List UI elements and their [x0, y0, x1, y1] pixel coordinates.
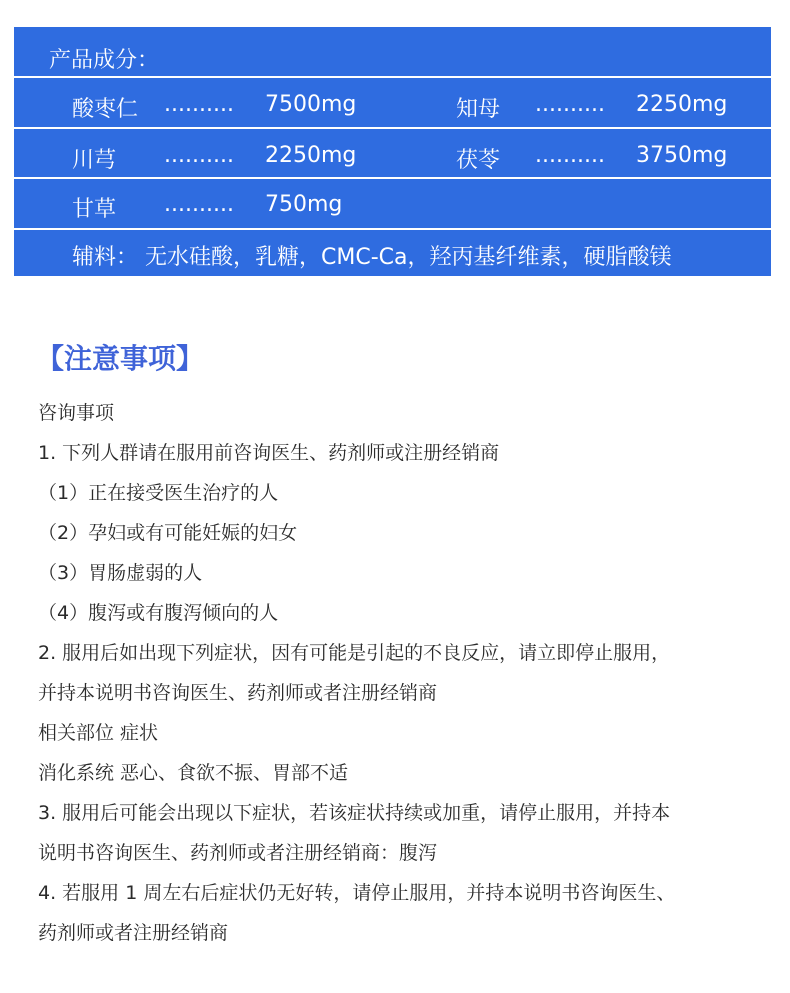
excipients-text: 辅料： 无水硅酸，乳糖，CMC-Ca，羟丙基纤维素，硬脂酸镁	[72, 245, 672, 270]
ingredient-dots: ..........	[535, 143, 605, 168]
notice-line: 2. 服用后如出现下列症状，因有可能是引起的不良反应，请立即停止服用，	[38, 642, 671, 664]
ingredient-name: 川芎	[72, 148, 117, 173]
notice-line: 咨询事项	[38, 402, 115, 424]
divider	[14, 76, 771, 78]
ingredient-name: 茯苓	[456, 148, 501, 173]
ingredient-dots: ..........	[164, 92, 234, 117]
ingredient-dots: ..........	[535, 92, 605, 117]
ingredient-dots: ..........	[164, 143, 234, 168]
ingredient-dots: ..........	[164, 192, 234, 217]
bracket-right: 】	[176, 342, 205, 375]
divider	[14, 228, 771, 230]
ingredient-name: 知母	[456, 97, 501, 122]
ingredient-amount: 2250mg	[265, 143, 357, 168]
ingredient-amount: 750mg	[265, 192, 343, 217]
notice-line: （3）胃肠虚弱的人	[38, 562, 203, 584]
ingredient-amount: 2250mg	[636, 92, 728, 117]
ingredient-name: 酸枣仁	[72, 97, 139, 122]
notice-line: 消化系统 恶心、食欲不振、胃部不适	[38, 762, 349, 784]
notice-line: 相关部位 症状	[38, 722, 159, 744]
divider	[14, 127, 771, 129]
notice-title-text: 注意事项	[64, 342, 177, 375]
notice-line: 3. 服用后可能会出现以下症状，若该症状持续或加重，请停止服用，并持本	[38, 802, 671, 824]
ingredient-amount: 7500mg	[265, 92, 357, 117]
ingredient-name: 甘草	[72, 197, 117, 222]
notice-line: 4. 若服用 1 周左右后症状仍无好转，请停止服用，并持本说明书咨询医生、	[38, 882, 676, 904]
divider	[14, 177, 771, 179]
notice-line: 药剂师或者注册经销商	[38, 922, 229, 944]
notice-line: 并持本说明书咨询医生、药剂师或者注册经销商	[38, 682, 438, 704]
notice-line: 说明书咨询医生、药剂师或者注册经销商：腹泻	[38, 842, 438, 864]
ingredient-amount: 3750mg	[636, 143, 728, 168]
notice-line: （2）孕妇或有可能妊娠的妇女	[38, 522, 298, 544]
ingredients-panel	[14, 27, 771, 276]
notice-line: （4）腹泻或有腹泻倾向的人	[38, 602, 279, 624]
bracket-left: 【	[36, 342, 65, 375]
notice-line: 1. 下列人群请在服用前咨询医生、药剂师或注册经销商	[38, 442, 500, 464]
notice-line: （1）正在接受医生治疗的人	[38, 482, 279, 504]
ingredients-title: 产品成分：	[49, 48, 160, 73]
notice-heading	[36, 337, 204, 377]
